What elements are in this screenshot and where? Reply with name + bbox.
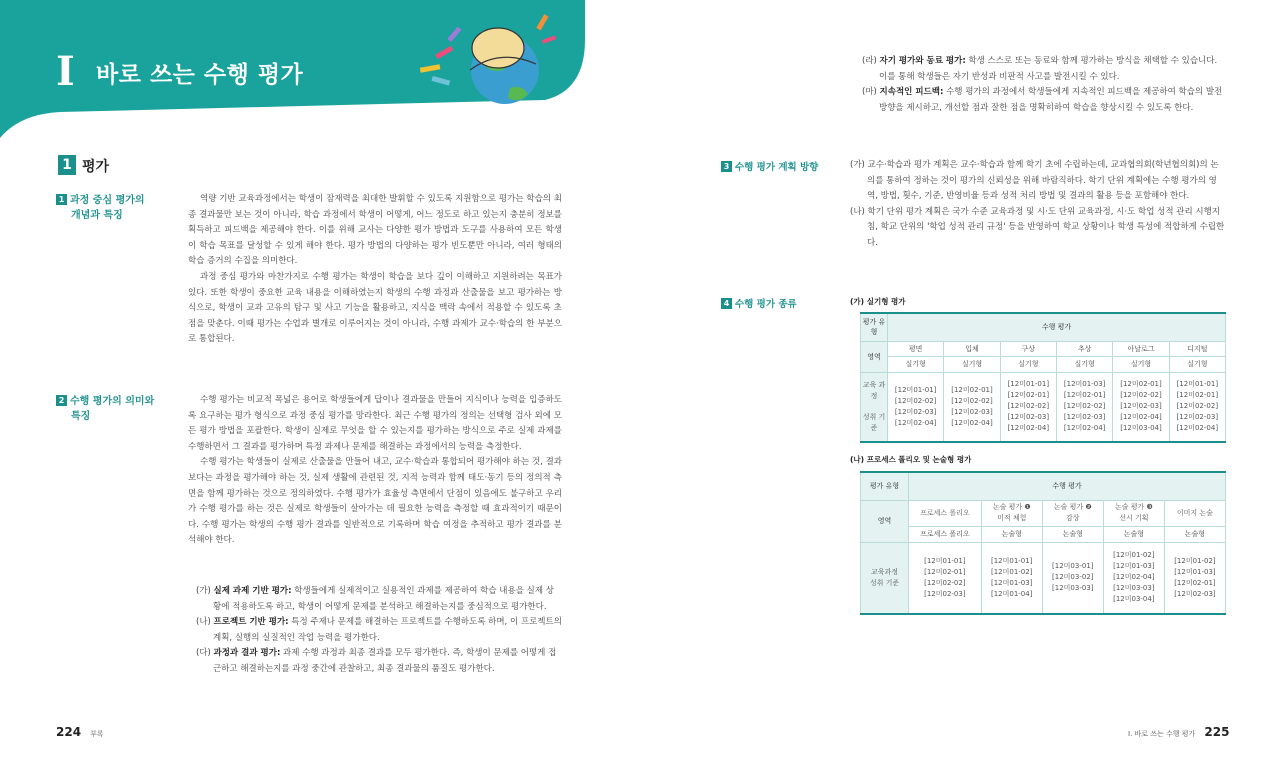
- criteria-code: [12미02-02]: [1007, 402, 1050, 411]
- table-cell: 평면: [888, 341, 944, 356]
- section-number: 1: [58, 155, 76, 175]
- criteria-code: [12미01-01]: [924, 556, 966, 565]
- table2-criteria: [1103, 542, 1164, 614]
- table2-criteria: [1164, 542, 1225, 614]
- criteria-code: [12미02-01]: [1176, 391, 1219, 400]
- footer-label-right: I. 바로 쓰는 수행 평가: [1128, 730, 1196, 738]
- sub2-number: 2: [56, 395, 67, 406]
- criteria-code: [12미03-01]: [1052, 562, 1094, 571]
- criteria-code: [12미02-03]: [924, 589, 966, 598]
- criteria-code: [12미02-02]: [1063, 402, 1106, 411]
- list-item: (나) 학기 단위 평가 계획은 국가 수준 교육과정 및 시·도 단위 교육과정, 시·도 학업 성적 관리 시행지침, 학교 단위의 '학업 성적 관리 규정' 등을 반영하여 학교 상황이나 학생 특성에 적합하게 수립한다.: [850, 206, 1225, 248]
- criteria-code: [12미02-04]: [1113, 573, 1155, 582]
- table1-criteria: [1169, 372, 1225, 442]
- table1-type-label: 평가 유형: [861, 313, 888, 341]
- table-cell: 프로세스 폴리오: [909, 500, 982, 526]
- criteria-code: [12미01-01]: [1007, 380, 1050, 389]
- list-item: (나) 프로젝트 기반 평가: 특정 주제나 문제를 해결하는 프로젝트를 수행하도록 하며, 이 프로젝트의 계획, 실행의 실질적인 작업 능력을 평가한다.: [196, 617, 562, 643]
- page-number-right: 225: [1204, 725, 1230, 739]
- table-cell: 논술형: [1164, 526, 1225, 542]
- criteria-code: [12미02-03]: [1174, 589, 1216, 598]
- sub1-heading: [56, 193, 186, 223]
- sub1-title-line2: 개념과 특징: [71, 210, 123, 221]
- table-cell: 논술형: [981, 526, 1042, 542]
- sub2-body: [188, 393, 562, 549]
- table2-type-label: 평가 유형: [861, 472, 909, 500]
- table1-criteria: [888, 372, 944, 442]
- criteria-code: [12미02-04]: [1120, 413, 1162, 422]
- list-item: (가) 교수·학습과 평가 계획은 교수·학습과 함께 학기 초에 수립하는데, 교과협의회(학년협의회)의 논의를 통하여 정하는 것이 평가의 신뢰성을 위해 바람직하다. 학기 단위 계획에는 수행 평가의 영역, 방법, 횟수, 기준, 반영비율 등과 성적 처리 방법 및 결과의 활용 등을 포함해야 한다.: [850, 160, 1219, 202]
- criteria-code: [12미02-01]: [1063, 391, 1106, 400]
- criteria-code: [12미02-02]: [924, 578, 966, 587]
- criteria-code: [12미01-02]: [990, 567, 1033, 576]
- table2-criteria: [909, 542, 982, 614]
- criteria-code: [12미01-04]: [990, 589, 1033, 598]
- criteria-code: [12미01-01]: [990, 556, 1033, 565]
- criteria-code: [12미01-03]: [1174, 567, 1216, 576]
- criteria-code: [12미03-03]: [1052, 584, 1094, 593]
- table-cell: 프로세스 폴리오: [909, 526, 982, 542]
- criteria-code: [12미01-01]: [894, 385, 937, 394]
- criteria-code: [12미02-02]: [1120, 391, 1162, 400]
- table1-type-value: 수행 평가: [888, 313, 1226, 341]
- table-cell: 구상: [1000, 341, 1056, 356]
- sub4-number: 4: [721, 298, 732, 309]
- sub3-number: 3: [721, 161, 732, 172]
- right-footer: [1128, 721, 1229, 740]
- sub3-title: 수행 평가 계획 방향: [735, 162, 819, 173]
- sub2-title-line2: 특징: [71, 411, 91, 422]
- table2-area-label: 영역: [861, 500, 909, 542]
- table2-caption: (나) 프로세스 폴리오 및 논술형 평가: [850, 455, 972, 464]
- table-cell: 실기형: [1000, 356, 1056, 372]
- criteria-code: [12미02-01]: [1120, 380, 1162, 389]
- table1-area-label: 영역: [861, 341, 888, 372]
- criteria-code: [12미02-02]: [894, 396, 937, 405]
- criteria-code: [12미02-04]: [1176, 424, 1219, 433]
- sub1-body: [188, 192, 562, 348]
- table1-criteria: [1113, 372, 1169, 442]
- table1-criteria: [1000, 372, 1056, 442]
- criteria-code: [12미02-04]: [894, 418, 937, 427]
- table2: [860, 471, 1226, 615]
- table-cell: 실기형: [888, 356, 944, 372]
- table-cell: 실기형: [1056, 356, 1112, 372]
- criteria-code: [12미03-04]: [1120, 424, 1162, 433]
- criteria-code: [12미01-02]: [1113, 551, 1155, 560]
- table-cell: 논술 평가 ❸ 선시 기획: [1103, 500, 1164, 526]
- table1-criteria: [1056, 372, 1112, 442]
- table1-criteria-label: 교육 과정 성취 기준: [861, 372, 888, 442]
- criteria-code: [12미02-01]: [924, 567, 966, 576]
- table-cell: 입체: [944, 341, 1000, 356]
- sub4-title: 수행 평가 종류: [735, 299, 797, 310]
- criteria-code: [12미02-02]: [951, 396, 993, 405]
- table-cell: 아날로그: [1113, 341, 1169, 356]
- criteria-code: [12미01-03]: [1113, 562, 1155, 571]
- criteria-code: [12미01-03]: [1063, 380, 1106, 389]
- sub2-list: [196, 584, 562, 678]
- criteria-code: [12미02-03]: [894, 407, 937, 416]
- criteria-code: [12미01-01]: [1176, 380, 1219, 389]
- criteria-code: [12미02-01]: [1007, 391, 1050, 400]
- criteria-code: [12미02-01]: [951, 385, 993, 394]
- sub2-paragraph: 수행 평가는 비교적 폭넓은 용어로 학생들에게 답이나 결과물을 만들어 지식이나 능력을 입증하도록 요구하는 평가 형식으로 과정 중심 평가를 망라한다. 최근 수행 평가의 정의는 선택형 검사 외에 모든 평가 방법을 포괄한다. 학생이 실제로 무엇을 할 수 있는지를 평가하는 방식으로 주로 실제 과제를 수행하면서 그 결과를 평가하며 특정 과제나 문제를 해결하는 과정에서의 능력을 측정한다.: [188, 395, 562, 452]
- table1-criteria: [944, 372, 1000, 442]
- criteria-code: [12미02-03]: [1120, 402, 1162, 411]
- criteria-code: [12미03-04]: [1113, 595, 1155, 604]
- page-number-left: 224: [56, 725, 82, 739]
- sub1-paragraph: 과정 중심 평가와 마찬가지로 수행 평가는 학생이 학습을 보다 깊이 이해하고 지원하려는 목표가 있다. 또한 학생이 중요한 교육 내용을 이해하였는지 학생의 수행 과정과 산출물을 보고 평가하는 방식으로, 학생이 교과 고유의 탐구 및 사고 기능을 활용하고, 지식을 맥락 속에서 적용할 수 있도록 초점을 맞춘다. 이때 평가는 수업과 별개로 이루어지는 것이 아니라, 수행 과제가 교수·학습의 한 부분으로 통합된다.: [188, 271, 562, 345]
- criteria-code: [12미03-03]: [1113, 584, 1155, 593]
- left-footer: [56, 721, 104, 740]
- table-cell: 논술형: [1042, 526, 1103, 542]
- criteria-code: [12미01-02]: [1174, 556, 1216, 565]
- criteria-code: [12미02-02]: [1176, 402, 1219, 411]
- section-title: 평가: [82, 159, 110, 175]
- footer-label-left: 부록: [90, 730, 104, 738]
- criteria-code: [12미01-03]: [990, 578, 1033, 587]
- table-cell: 논술 평가 ❶ 미적 체험: [981, 500, 1042, 526]
- list-item: (다) 과정과 결과 평가: 과제 수행 과정과 최종 결과를 모두 평가한다. 즉, 학생이 문제를 어떻게 접근하고 해결하는지를 과정 중간에 관찰하고, 최종 결과물의 품질도 평가한다.: [196, 648, 557, 674]
- sub1-paragraph: 역량 기반 교육과정에서는 학생이 잠재력을 최대한 발휘할 수 있도록 지원함으로 평가는 학습의 최종 결과물만 보는 것이 아니라, 학습 과정에서 학생이 어떻게, 어느 정도로 하고 있는지 충분히 정보를 획득하고 피드백을 제공해야 한다. 이를 위해 교사는 다양한 평가 방법과 도구를 사용하여 모든 학생이 학습 목표를 달성할 수 있게 해야 한다. 평가 방법의 다양하는 평가 빈도뿐만 아니라, 여러 형태의 학습 증거의 수집을 의미한다.: [188, 194, 562, 267]
- chapter-numeral: I: [56, 48, 75, 95]
- table-cell: 추상: [1056, 341, 1112, 356]
- criteria-code: [12미02-03]: [1176, 413, 1219, 422]
- list-item: (가) 실제 과제 기반 평가: 학생들에게 실제적이고 실용적인 과제를 제공하여 학습 내용을 실제 상황에 적용하도록 하고, 학생이 어떻게 문제를 분석하고 해결하는지를 중심적으로 평가한다.: [196, 586, 554, 612]
- chapter-title: 바로 쓰는 수행 평가: [96, 62, 304, 88]
- table-cell: 논술 평가 ❷ 감상: [1042, 500, 1103, 526]
- criteria-code: [12미02-03]: [1007, 413, 1050, 422]
- sub2-heading: [56, 394, 186, 424]
- list-item: (라) 자기 평가와 동료 평가: 학생 스스로 또는 동료와 함께 평가하는 방식을 채택할 수 있습니다. 이를 통해 학생들은 자기 반성과 비판적 사고를 발전시킬 수 있다.: [862, 56, 1218, 82]
- table1: [860, 312, 1226, 443]
- table1-caption: (가) 실기형 평가: [850, 297, 906, 306]
- sub2-title-line1: 수행 평가의 의미와: [70, 396, 155, 407]
- criteria-code: [12미02-04]: [1063, 424, 1106, 433]
- sub3-list: [850, 158, 1226, 252]
- right-top-list: [862, 54, 1226, 116]
- criteria-code: [12미03-02]: [1052, 573, 1094, 582]
- table-cell: 디지털: [1169, 341, 1225, 356]
- sub1-number: 1: [56, 194, 67, 205]
- table2-type-value: 수행 평가: [909, 472, 1226, 500]
- table-cell: 실기형: [1169, 356, 1225, 372]
- sub3-heading: [721, 159, 818, 173]
- sub4-heading: [721, 296, 797, 310]
- criteria-code: [12미02-03]: [1063, 413, 1106, 422]
- globe-illustration: [410, 10, 560, 110]
- table-cell: 이미지 논술: [1164, 500, 1225, 526]
- table2-criteria-label: 교육과정 성취 기준: [861, 542, 909, 614]
- table-cell: 실기형: [1113, 356, 1169, 372]
- criteria-code: [12미02-04]: [951, 418, 993, 427]
- criteria-code: [12미02-03]: [951, 407, 993, 416]
- sub2-paragraph: 수행 평가는 학생들이 실제로 산출물을 만들어 내고, 교수·학습과 통합되어 평가해야 하는 것, 결과보다는 과정을 평가해야 하는 것, 실제 생활에 관련된 것, 지적 능력과 함께 태도·동기 등의 정의적 측면을 함께 평가하는 것으로 정의하였다. 수행 평가가 효율성 측면에서 단점이 있음에도 불구하고 우리가 수행 평가를 하는 것은 실제로 학생들이 살아가는 데 필요한 능력을 측정할 때 효과적이기 때문이다. 수행 평가는 학생의 수행 평가 결과를 일반적으로 기록하며 학습 여정을 추적하고 평가 결과를 분석해야 한다.: [188, 457, 562, 546]
- criteria-code: [12미02-01]: [1174, 578, 1216, 587]
- list-item: (마) 지속적인 피드백: 수행 평가의 과정에서 학생들에게 지속적인 피드백을 제공하여 학습의 발전 방향을 제시하고, 개선할 점과 잘한 점을 명확히하여 학습을 향상시킬 수 있도록 한다.: [862, 87, 1223, 113]
- table-cell: 논술형: [1103, 526, 1164, 542]
- table-cell: 실기형: [944, 356, 1000, 372]
- table2-criteria: [981, 542, 1042, 614]
- table2-criteria: [1042, 542, 1103, 614]
- criteria-code: [12미02-04]: [1007, 424, 1050, 433]
- sub1-title-line1: 과정 중심 평가의: [70, 195, 145, 206]
